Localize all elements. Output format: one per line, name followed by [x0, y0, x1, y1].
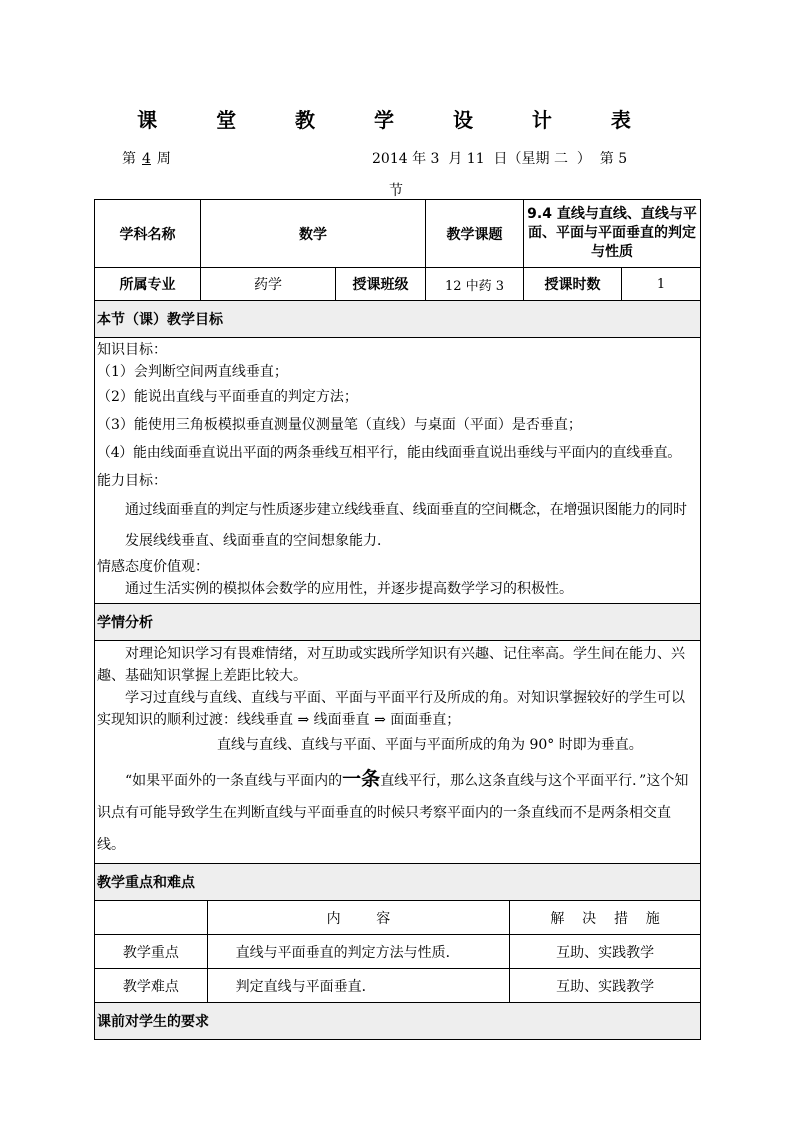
- goals-heading: 本节（课）教学目标: [95, 301, 701, 338]
- analysis-para-4: [97, 763, 698, 861]
- analysis-para-3: 直线与直线、直线与平面、平面与平面所成的角为 90° 时即为垂直。: [217, 737, 643, 753]
- analysis-para-4-start: “如果平面外的一条直线与平面内的: [125, 773, 343, 789]
- major-label: 所属专业: [95, 268, 201, 301]
- ability-text-2: 发展线线垂直、线面垂直的空间想象能力．: [125, 533, 391, 549]
- lesson-plan-table: [94, 199, 700, 1040]
- difficulty-measure: 互助、实践教学: [510, 969, 700, 1003]
- col-content-header: 内 容: [207, 901, 510, 935]
- major-value: 药学: [201, 268, 336, 301]
- week-field: [122, 148, 171, 168]
- knowledge-item-1: （1）会判断空间两直线垂直；: [97, 364, 288, 380]
- difficulty-label: 教学难点: [95, 969, 207, 1003]
- knowledge-item-3: （3）能使用三角板模拟垂直测量仪测量笔（直线）与桌面（平面）是否垂直；: [97, 417, 582, 433]
- analysis-para-4-end: 直线平行，那么这条直线与这个平面平行．”这个知识点有可能导致学生在判断直线与平面垂直的时候只考察平面内的一条直线而不是两条相交直线。: [97, 773, 689, 853]
- subject-value: 数学: [201, 200, 426, 268]
- requirements-heading: 课前对学生的要求: [95, 1003, 701, 1040]
- col-measures-header: 解 决 措 施: [510, 901, 700, 935]
- topic-value: 9.4 直线与直线、直线与平面、平面与平面垂直的判定与性质: [524, 200, 701, 268]
- difficulty-content: 判定直线与平面垂直．: [207, 969, 510, 1003]
- class-label: 授课班级: [336, 268, 426, 301]
- section-suffix: 节: [389, 183, 403, 199]
- keypoints-corner: [95, 901, 207, 935]
- keypoints-heading: 教学重点和难点: [95, 864, 701, 901]
- document-title: 课 堂 教 学 设 计 表: [137, 108, 657, 132]
- emotion-text: 通过生活实例的模拟体会数学的应用性，并逐步提高数学学习的积极性。: [125, 581, 573, 597]
- emotion-label: 情感态度价值观：: [97, 559, 209, 575]
- analysis-body: [95, 641, 701, 864]
- key-point-measure: 互助、实践教学: [510, 935, 700, 969]
- knowledge-label: 知识目标：: [97, 342, 167, 358]
- week-prefix: 第: [122, 151, 136, 167]
- hours-label: 授课时数: [524, 268, 622, 301]
- ability-label: 能力目标：: [97, 473, 167, 489]
- key-point-content: 直线与平面垂直的判定方法与性质．: [207, 935, 510, 969]
- analysis-emphasis: 一条: [342, 768, 381, 790]
- week-number: 4: [142, 151, 151, 167]
- analysis-para-2: 学习过直线与直线、直线与平面、平面与平面平行及所成的角。对知识掌握较好的学生可以实现知识的顺利过渡：线线垂直 ⇒ 线面垂直 ⇒ 面面垂直；: [97, 690, 685, 728]
- date-text: 2014 年 3 月 11 日（星期 二 ） 第 5: [372, 151, 628, 167]
- analysis-heading: 学情分析: [95, 604, 701, 641]
- class-value: 12 中药 3: [426, 268, 524, 301]
- knowledge-item-2: （2）能说出直线与平面垂直的判定方法；: [97, 389, 358, 405]
- knowledge-item-4: （4）能由线面垂直说出平面的两条垂线互相平行，能由线面垂直说出垂线与平面内的直线垂直。: [97, 445, 682, 461]
- ability-text-1: 通过线面垂直的判定与性质逐步建立线线垂直、线面垂直的空间概念，在增强识图能力的同时: [125, 502, 687, 518]
- analysis-para-1: 对理论知识学习有畏难情绪，对互助或实践所学知识有兴趣、记住率高。学生间在能力、兴趣、基础知识掌握上差距比较大。: [97, 646, 685, 684]
- topic-label: 教学课题: [426, 200, 524, 268]
- key-point-label: 教学重点: [95, 935, 207, 969]
- keypoints-container: [95, 901, 701, 1003]
- subject-label: 学科名称: [95, 200, 201, 268]
- hours-value: 1: [622, 268, 701, 301]
- keypoints-table: [95, 901, 700, 1002]
- goals-body: [95, 338, 701, 604]
- header-table: [94, 199, 701, 1040]
- week-suffix: 周: [156, 151, 171, 167]
